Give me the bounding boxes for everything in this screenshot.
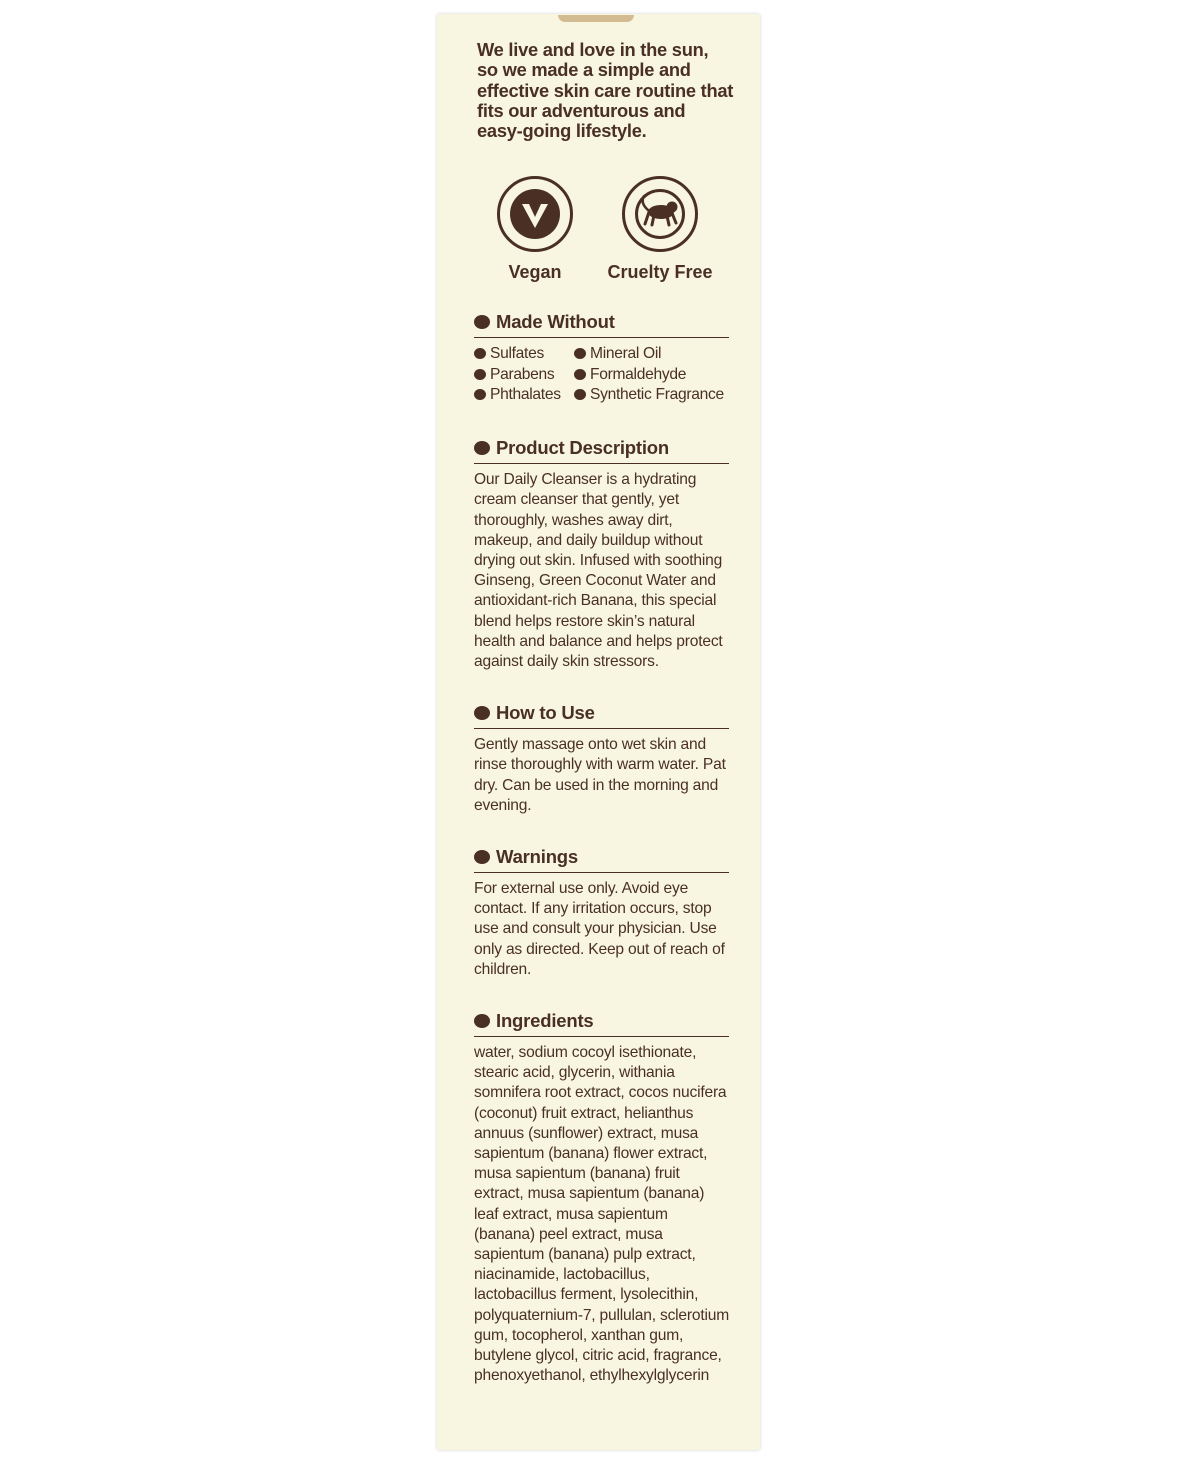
made-without-section <box>474 311 734 405</box>
box-text-content <box>472 40 734 1386</box>
vegan-badge <box>492 176 578 283</box>
bullet-icon <box>474 1014 490 1028</box>
bullet-icon <box>574 369 586 380</box>
list-item: Synthetic Fragrance <box>574 385 732 405</box>
vegan-label: Vegan <box>508 262 562 283</box>
bullet-icon <box>474 441 490 455</box>
cruelty-free-badge <box>600 176 720 283</box>
bullet-icon <box>474 369 486 380</box>
bullet-icon <box>474 706 490 720</box>
bullet-icon <box>474 850 490 864</box>
description-section <box>474 437 734 672</box>
warnings-text: For external use only. Avoid eye contact. If any irritation occurs, stop use and consult your physician. Use only as directed. Keep out of reach of children. <box>474 879 725 978</box>
bullet-icon <box>574 389 586 400</box>
list-item: Mineral Oil <box>574 344 732 364</box>
how-to-use-section <box>474 702 734 816</box>
box-tab-flap <box>558 15 634 22</box>
made-without-heading: Made Without <box>496 311 615 333</box>
description-text: Our Daily Cleanser is a hydrating cream cleanser that gently, yet thoroughly, washes away dirt, makeup, and daily buildup without drying out skin. Infused with soothing Ginseng, Green Coconut Water and antioxidant-rich Banana, this special blend helps restore skin’s natural health and balance and helps protect against daily skin stressors. <box>474 471 723 670</box>
badges-row <box>472 176 734 296</box>
description-heading: Product Description <box>496 437 669 459</box>
tagline: We live and love in the sun, so we made a simple and effective skin care routine that fits our adventurous and easy-going lifestyle. <box>477 39 734 142</box>
ingredients-heading: Ingredients <box>496 1009 594 1031</box>
warnings-heading: Warnings <box>496 845 578 867</box>
ingredients-section <box>474 1010 734 1386</box>
list-item: Sulfates <box>474 344 574 364</box>
made-without-list <box>474 344 734 405</box>
how-to-use-text: Gently massage onto wet skin and rinse thoroughly with warm water. Pat dry. Can be used in the morning and evening. <box>474 736 726 814</box>
list-item: Phthalates <box>474 385 574 405</box>
cruelty-free-label: Cruelty Free <box>607 262 713 283</box>
vegan-v-icon <box>497 176 573 252</box>
list-item: Parabens <box>474 365 574 385</box>
bullet-icon <box>474 348 486 359</box>
warnings-section <box>474 846 734 980</box>
how-to-use-heading: How to Use <box>496 702 595 724</box>
bullet-icon <box>474 315 490 329</box>
bullet-icon <box>574 348 586 359</box>
monkey-icon <box>622 176 698 252</box>
list-item: Formaldehyde <box>574 365 732 385</box>
ingredients-text: water, sodium cocoyl isethionate, stearic acid, glycerin, withania somnifera root extract, cocos nucifera (coconut) fruit extract, helianthus annuus (sunflower) extract, musa sapientum (banana) flower extract, musa sapientum (banana) fruit extract, musa sapientum (banana) leaf extract, musa sapientum (banana) peel extract, musa sapientum (banana) pulp extract, niacinamide, lactobacillus, lactobacillus ferment, lysolecithin, polyquaternium-7, pullulan, sclerotium gum, tocopherol, xanthan gum, butylene glycol, citric acid, fragrance, phenoxyethanol, ethylhexylglycerin <box>474 1043 730 1385</box>
bullet-icon <box>474 389 486 400</box>
